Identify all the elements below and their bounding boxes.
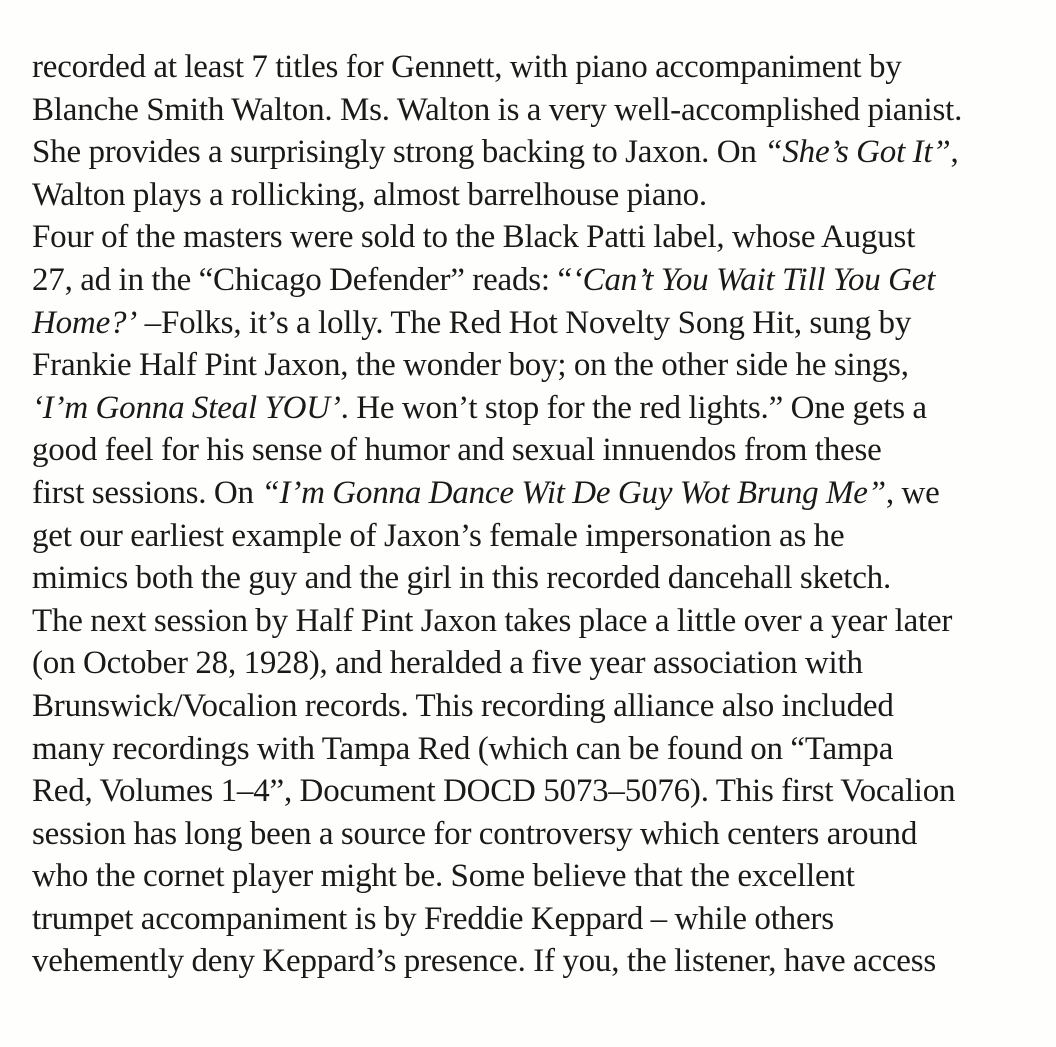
body-text-segment: many recordings with Tampa Red (which can be found on “Tampa xyxy=(32,730,894,767)
text-line xyxy=(32,174,1042,217)
text-line xyxy=(32,770,1042,813)
body-text-segment: session has long been a source for controversy which centers around xyxy=(32,815,918,852)
text-line xyxy=(32,387,1042,430)
text-line xyxy=(32,855,1042,898)
text-line xyxy=(32,216,1042,259)
body-text-segment: Walton plays a rollicking, almost barrelhouse piano. xyxy=(32,176,707,213)
body-text-segment: (on October 28, 1928), and heralded a five year association with xyxy=(32,645,863,682)
text-line xyxy=(32,46,1042,89)
text-line xyxy=(32,813,1042,856)
body-text-segment: recorded at least 7 titles for Gennett, with piano accompaniment by xyxy=(32,49,902,85)
body-text-segment: Blanche Smith Walton. Ms. Walton is a very well-accomplished pianist. xyxy=(32,91,963,128)
text-line xyxy=(32,259,1042,302)
italic-title-text: “She’s Got It” xyxy=(764,134,951,171)
body-text-segment: She provides a surprisingly strong backing to Jaxon. On xyxy=(32,134,765,171)
text-line xyxy=(32,557,1042,600)
body-text xyxy=(32,46,1042,983)
text-line xyxy=(32,515,1042,558)
text-line xyxy=(32,600,1042,643)
body-text-segment: , we xyxy=(885,474,940,511)
body-text-segment: vehemently deny Keppard’s presence. If you, the listener, have access xyxy=(32,943,937,980)
body-text-segment: . He won’t stop for the red lights.” One gets a xyxy=(340,389,927,426)
italic-title-text: ‘I’m Gonna Steal YOU’ xyxy=(32,389,341,426)
italic-title-text: ‘Can’t You Wait Till You Get xyxy=(571,261,936,298)
text-line xyxy=(32,344,1042,387)
body-text-segment: Red, Volumes 1–4”, Document DOCD 5073–5076). This first Vocalion xyxy=(32,773,956,810)
body-text-segment: , xyxy=(950,134,959,171)
body-text-segment: first sessions. On xyxy=(32,474,262,511)
italic-title-text: Home?’ xyxy=(32,304,138,341)
text-line xyxy=(32,685,1042,728)
text-line xyxy=(32,302,1042,345)
body-text-segment: 27, ad in the “Chicago Defender” reads: “ xyxy=(32,261,572,298)
text-line xyxy=(32,898,1042,941)
italic-title-text: “I’m Gonna Dance Wit De Guy Wot Brung Me” xyxy=(261,474,886,511)
text-line xyxy=(32,429,1042,472)
text-line xyxy=(32,131,1042,174)
body-text-segment: –Folks, it’s a lolly. The Red Hot Novelty Song Hit, sung by xyxy=(137,304,912,341)
body-text-segment: mimics both the guy and the girl in this recorded dancehall sketch. xyxy=(32,560,892,597)
body-text-segment: Four of the masters were sold to the Black Patti label, whose August xyxy=(32,219,916,256)
body-text-segment: trumpet accompaniment is by Freddie Keppard – while others xyxy=(32,900,834,937)
body-text-segment: good feel for his sense of humor and sexual innuendos from these xyxy=(32,432,882,469)
text-line xyxy=(32,472,1042,515)
body-text-segment: The next session by Half Pint Jaxon takes place a little over a year later xyxy=(32,602,953,639)
text-line xyxy=(32,940,1042,983)
body-text-segment: who the cornet player might be. Some believe that the excellent xyxy=(32,858,855,895)
body-text-segment: Brunswick/Vocalion records. This recording alliance also included xyxy=(32,687,894,724)
body-text-segment: Frankie Half Pint Jaxon, the wonder boy; on the other side he sings, xyxy=(32,347,909,384)
body-text-segment: get our earliest example of Jaxon’s female impersonation as he xyxy=(32,517,845,554)
text-line xyxy=(32,642,1042,685)
text-line xyxy=(32,728,1042,771)
text-line xyxy=(32,89,1042,132)
